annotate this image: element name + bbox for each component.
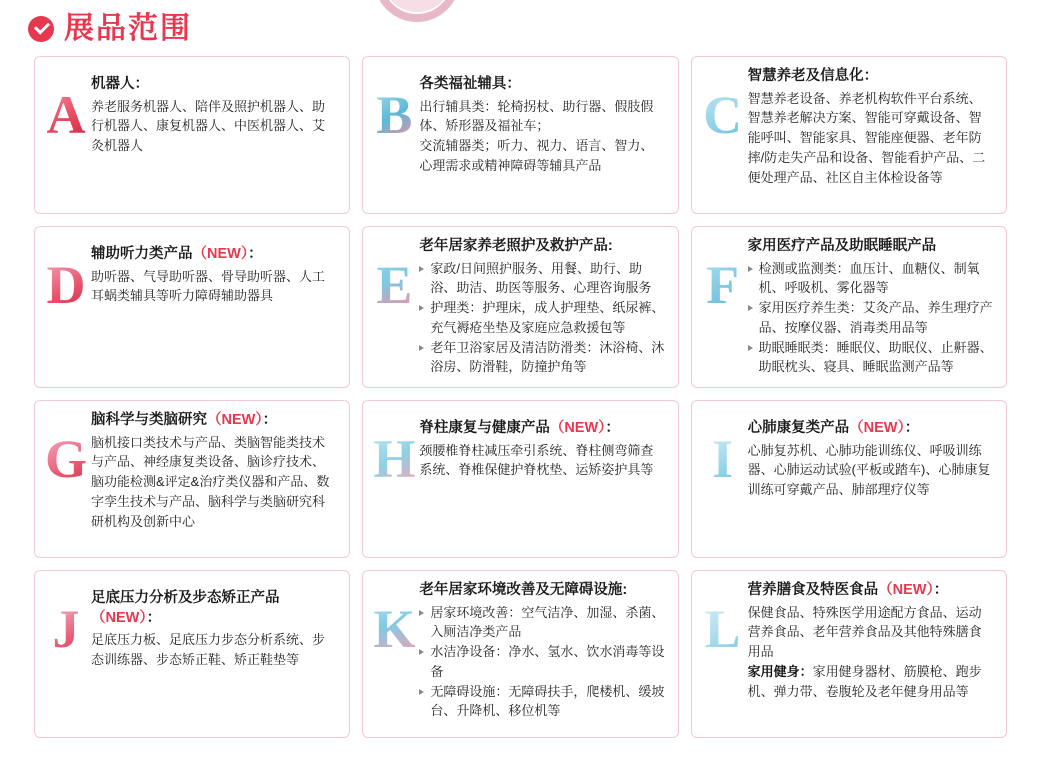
category-content <box>746 237 996 377</box>
category-subtitle: 家用健身： <box>747 663 813 679</box>
category-letter-wrap <box>43 411 89 547</box>
category-letter-b: B <box>376 85 413 145</box>
category-line: 水洁净设备：净水、氢水、饮水消毒等设备 <box>419 642 665 682</box>
category-letter-wrap <box>43 237 89 377</box>
category-line: 助听器、气导助听器、骨导助听器、人工耳蜗类辅具等听力障碍辅助器具 <box>91 268 326 304</box>
category-letter-e: E <box>376 255 413 315</box>
category-title: 机器人： <box>91 76 149 92</box>
category-content <box>746 411 996 547</box>
category-letter-d: D <box>46 255 86 315</box>
category-title: 老年居家环境改善及无障碍设施: <box>419 582 628 599</box>
category-text <box>419 259 665 378</box>
category-letter-i: I <box>712 429 734 490</box>
category-line: 交流辅器类；听力、视力、语言、智力、心理需求或精神障碍等辅具产品 <box>419 138 654 173</box>
category-title: 脑科学与类脑研究（NEW）： <box>91 412 278 429</box>
category-text <box>419 441 665 481</box>
category-letter-c: C <box>703 85 743 145</box>
category-line: 家用医疗养生类：艾灸产品、养生理疗产品、按摩仪器、消毒类用品等 <box>748 298 994 338</box>
category-line: 足底压力板、足底压力步态分析系统、步态训练器、步态矫正鞋、矫正鞋垫等 <box>91 632 326 667</box>
category-content <box>746 581 996 727</box>
category-line: 脑机接口类技术与产品、类脑智能类技术与产品、神经康复类设备、脑诊疗技术、脑功能检测&评定&治疗类仪器和产品、数字孪生技术与产品、脑科学与类脑研究科研机构及创新中心 <box>91 434 330 529</box>
category-line: 无障碍设施：无障碍扶手，爬楼机、缓坡台、升降机、移位机等 <box>419 682 665 722</box>
category-text <box>748 441 994 500</box>
category-text <box>91 97 337 156</box>
category-text <box>91 630 337 670</box>
category-letter-f: F <box>706 255 740 315</box>
category-letter-wrap <box>700 67 746 203</box>
category-letter-g: G <box>44 429 87 490</box>
category-text <box>419 603 665 722</box>
category-line: 老年卫浴家居及清洁防滑类：沐浴椅、沐浴房、防滑鞋，防撞护角等 <box>419 338 665 378</box>
category-letter-wrap <box>700 237 746 377</box>
category-content <box>89 237 339 377</box>
category-line: 助眠睡眠类：睡眠仪、助眠仪、止鼾器、助眠枕头、寝具、睡眠监测产品等 <box>748 338 994 378</box>
category-title: 老年居家养老照护及救护产品: <box>419 238 613 254</box>
category-letter-wrap <box>700 411 746 547</box>
category-content <box>417 67 667 203</box>
category-line-with-subtitle <box>748 662 994 702</box>
category-line: 居家环境改善：空气洁净、加湿、杀菌、入厕洁净类产品 <box>419 603 665 643</box>
category-line: 检测或监测类：血压计、血糖仪、制氧机、呼吸机、雾化器等 <box>748 259 994 299</box>
category-text <box>419 97 665 176</box>
category-title: 各类福祉辅具： <box>419 76 521 92</box>
category-content <box>89 67 339 203</box>
category-letter-wrap <box>371 581 417 727</box>
category-letter-wrap <box>371 411 417 547</box>
category-title: 辅助听力类产品（NEW）： <box>91 246 263 262</box>
category-text <box>748 89 994 188</box>
category-line: 智慧养老设备、养老机构软件平台系统、智慧养老解决方案、智能可穿戴设备、智能呼叫、智能家具、智能座便器、老年防摔/防走失产品和设备、智能看护产品、二便处理产品、社区自主体检设备等 <box>747 90 986 185</box>
check-circle-icon <box>28 16 54 42</box>
page-title: 展品范围 <box>64 12 192 45</box>
page-header <box>0 0 1041 50</box>
category-line: 家用健身器材、筋膜枪、跑步机、弹力带、卷腹轮及老年健身用品等 <box>747 663 982 699</box>
exhibit-category-card <box>362 400 678 558</box>
category-line: 保健食品、特殊医学用途配方食品、运动营养食品、老年营养食品及其他特殊膳食用品 <box>747 604 982 660</box>
exhibit-category-card <box>691 400 1007 558</box>
category-content <box>89 581 339 727</box>
category-title: 足底压力分析及步态矫正产品（NEW）： <box>91 590 280 626</box>
exhibit-category-card <box>691 226 1007 388</box>
category-title: 脊柱康复与健康产品（NEW）： <box>419 420 620 437</box>
category-letter-h: H <box>373 429 416 490</box>
category-line: 养老服务机器人、陪伴及照护机器人、助行机器人、康复机器人、中医机器人、艾灸机器人 <box>91 98 326 154</box>
exhibit-category-card <box>34 226 350 388</box>
category-letter-wrap <box>371 237 417 377</box>
category-content <box>746 67 996 203</box>
category-letter-wrap <box>371 67 417 203</box>
exhibit-category-card <box>691 56 1007 214</box>
category-letter-wrap <box>43 67 89 203</box>
category-letter-l: L <box>704 599 741 660</box>
exhibit-category-card <box>362 56 678 214</box>
exhibit-category-card <box>362 570 678 738</box>
category-content <box>89 411 339 547</box>
category-title: 心肺康复类产品（NEW）： <box>747 420 920 437</box>
category-title: 营养膳食及特医食品（NEW）： <box>747 582 949 599</box>
category-title: 家用医疗产品及助眠睡眠产品 <box>747 238 937 254</box>
exhibit-category-card <box>34 56 350 214</box>
category-text <box>748 259 994 378</box>
category-line: 心肺复苏机、心肺功能训练仪、呼吸训练器、心肺运动试验(平板或踏车)、心肺康复训练可穿戴产品、肺部理疗仪等 <box>747 442 991 498</box>
category-letter-wrap <box>43 581 89 727</box>
category-content <box>417 581 667 727</box>
category-text <box>748 603 994 702</box>
category-line: 颈腰椎脊柱减压牵引系统、脊柱侧弯筛查系统、脊椎保健护脊枕垫、运矫姿护具等 <box>419 442 654 478</box>
exhibit-category-card <box>34 400 350 558</box>
exhibit-category-card <box>691 570 1007 738</box>
category-line: 护理类：护理床，成人护理垫、纸尿裤、充气褥疮坐垫及家庭应急救援包等 <box>419 298 665 338</box>
category-title: 智慧养老及信息化： <box>747 68 879 84</box>
category-line: 出行辅具类：轮椅拐杖、助行器、假肢假体、矫形器及福祉车； <box>419 98 654 134</box>
category-content <box>417 237 667 377</box>
category-text <box>91 267 337 307</box>
category-letter-j: J <box>52 599 80 660</box>
exhibit-scope-grid <box>0 50 1041 738</box>
category-content <box>417 411 667 547</box>
exhibit-category-card <box>34 570 350 738</box>
category-text <box>91 433 337 532</box>
exhibit-category-card <box>362 226 678 388</box>
category-letter-wrap <box>700 581 746 727</box>
category-letter-a: A <box>46 85 86 145</box>
category-line: 家政/日间照护服务、用餐、助行、助浴、助洁、助医等服务、心理咨询服务 <box>419 259 665 299</box>
category-letter-k: K <box>373 599 416 660</box>
